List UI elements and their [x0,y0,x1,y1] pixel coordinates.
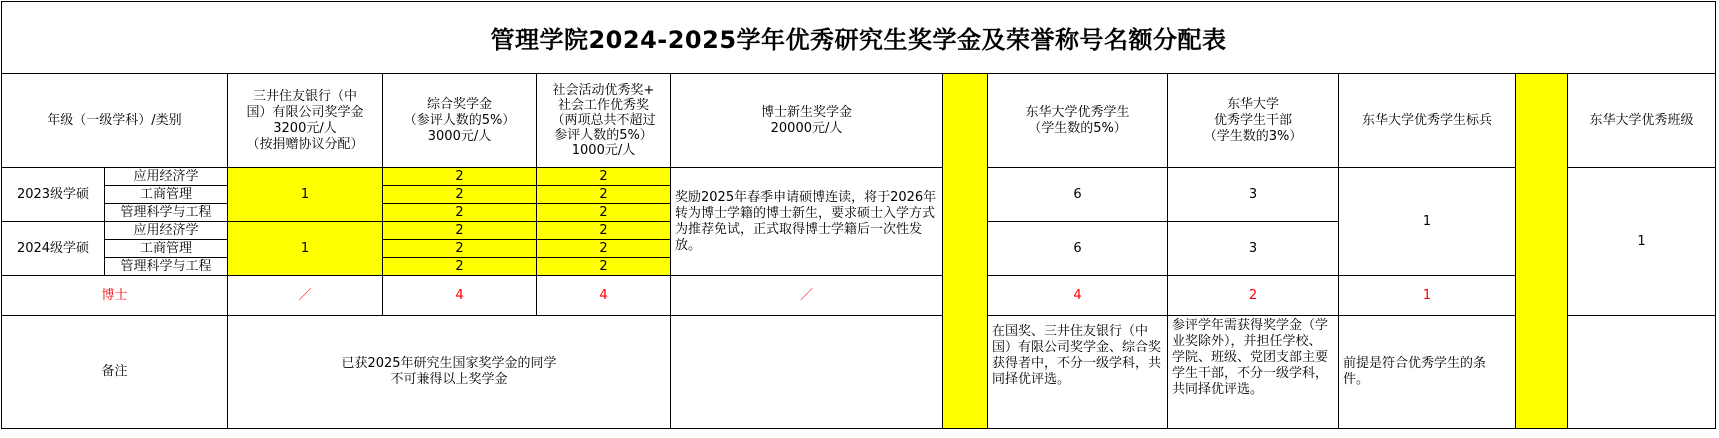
comprehensive-value: 2 [383,240,537,258]
subject-name: 管理科学与工程 [105,204,228,222]
allocation-table [1,73,1716,429]
comprehensive-value: 2 [383,186,537,204]
dhu-class-value: 1 [1568,168,1716,316]
header-dhu-class: 东华大学优秀班级 [1568,74,1716,168]
dhu-model-value: 1 [1339,168,1516,276]
yellow-separator-2 [1516,74,1568,429]
social-value: 2 [537,240,671,258]
remarks-dhu-student-note: 在国奖、三井住友银行（中国）有限公司奖学金、综合奖获得者中，不分一级学科，共同择优评选。 [988,316,1168,429]
remarks-dhu-cadre-note: 参评学年需获得奖学金（学业奖除外），并担任学校、学院、班级、党团支部主要学生干部，不分一级学科，共同择优评选。 [1168,316,1339,429]
subject-name: 应用经济学 [105,168,228,186]
social-value: 2 [537,168,671,186]
remarks-label: 备注 [2,316,228,429]
subject-name: 工商管理 [105,186,228,204]
phd-new-note: 奖励2025年春季申请硕博连读，将于2026年转为博士学籍的博士新生，要求硕士入学方式为推荐免试，正式取得博士学籍后一次性发放。 [671,168,943,276]
subject-name: 工商管理 [105,240,228,258]
comprehensive-value: 2 [383,258,537,276]
phd-label: 博士 [2,276,228,316]
mitsui-value-2024: 1 [228,222,383,276]
remarks-phd-new-empty [671,316,943,429]
mitsui-value-2023: 1 [228,168,383,222]
phd-dhu-cadre-value: 2 [1168,276,1339,316]
remarks-dhu-model-note: 前提是符合优秀学生的条件。 [1339,316,1516,429]
social-value: 2 [537,186,671,204]
header-comprehensive: 综合奖学金 （参评人数的5%） 3000元/人 [383,74,537,168]
subject-name: 管理科学与工程 [105,258,228,276]
phd-dhu-student-value: 4 [988,276,1168,316]
header-grade-category: 年级（一级学科）/类别 [2,74,228,168]
phd-new-value: ／ [671,276,943,316]
page-title: 管理学院2024-2025学年优秀研究生奖学金及荣誉称号名额分配表 [1,1,1716,74]
phd-mitsui-value: ／ [228,276,383,316]
social-value: 2 [537,204,671,222]
header-row [2,74,1716,168]
table-row [2,168,1716,186]
header-dhu-student: 东华大学优秀学生 （学生数的5%） [988,74,1168,168]
yellow-separator-1 [943,74,988,429]
phd-comprehensive-value: 4 [383,276,537,316]
phd-dhu-model-value: 1 [1339,276,1516,316]
header-dhu-cadre: 东华大学 优秀学生干部 （学生数的3%） [1168,74,1339,168]
subject-name: 应用经济学 [105,222,228,240]
comprehensive-value: 2 [383,222,537,240]
comprehensive-value: 2 [383,204,537,222]
comprehensive-value: 2 [383,168,537,186]
dhu-student-value-2023: 6 [988,168,1168,222]
remarks-row [2,316,1716,429]
header-dhu-model: 东华大学优秀学生标兵 [1339,74,1516,168]
dhu-cadre-value-2024: 3 [1168,222,1339,276]
dhu-student-value-2024: 6 [988,222,1168,276]
phd-row [2,276,1716,316]
dhu-cadre-value-2023: 3 [1168,168,1339,222]
remarks-scholarship-note: 已获2025年研究生国家奖学金的同学 不可兼得以上奖学金 [228,316,671,429]
group-label-2024: 2024级学硕 [2,222,105,276]
group-label-2023: 2023级学硕 [2,168,105,222]
remarks-dhu-class-empty [1568,316,1716,429]
header-mitsui: 三井住友银行（中 国）有限公司奖学金 3200元/人 （按捐赠协议分配） [228,74,383,168]
social-value: 2 [537,258,671,276]
header-phd-new: 博士新生奖学金 20000元/人 [671,74,943,168]
phd-social-value: 4 [537,276,671,316]
header-social: 社会活动优秀奖+ 社会工作优秀奖 （两项总共不超过 参评人数的5%） 1000元/人 [537,74,671,168]
social-value: 2 [537,222,671,240]
